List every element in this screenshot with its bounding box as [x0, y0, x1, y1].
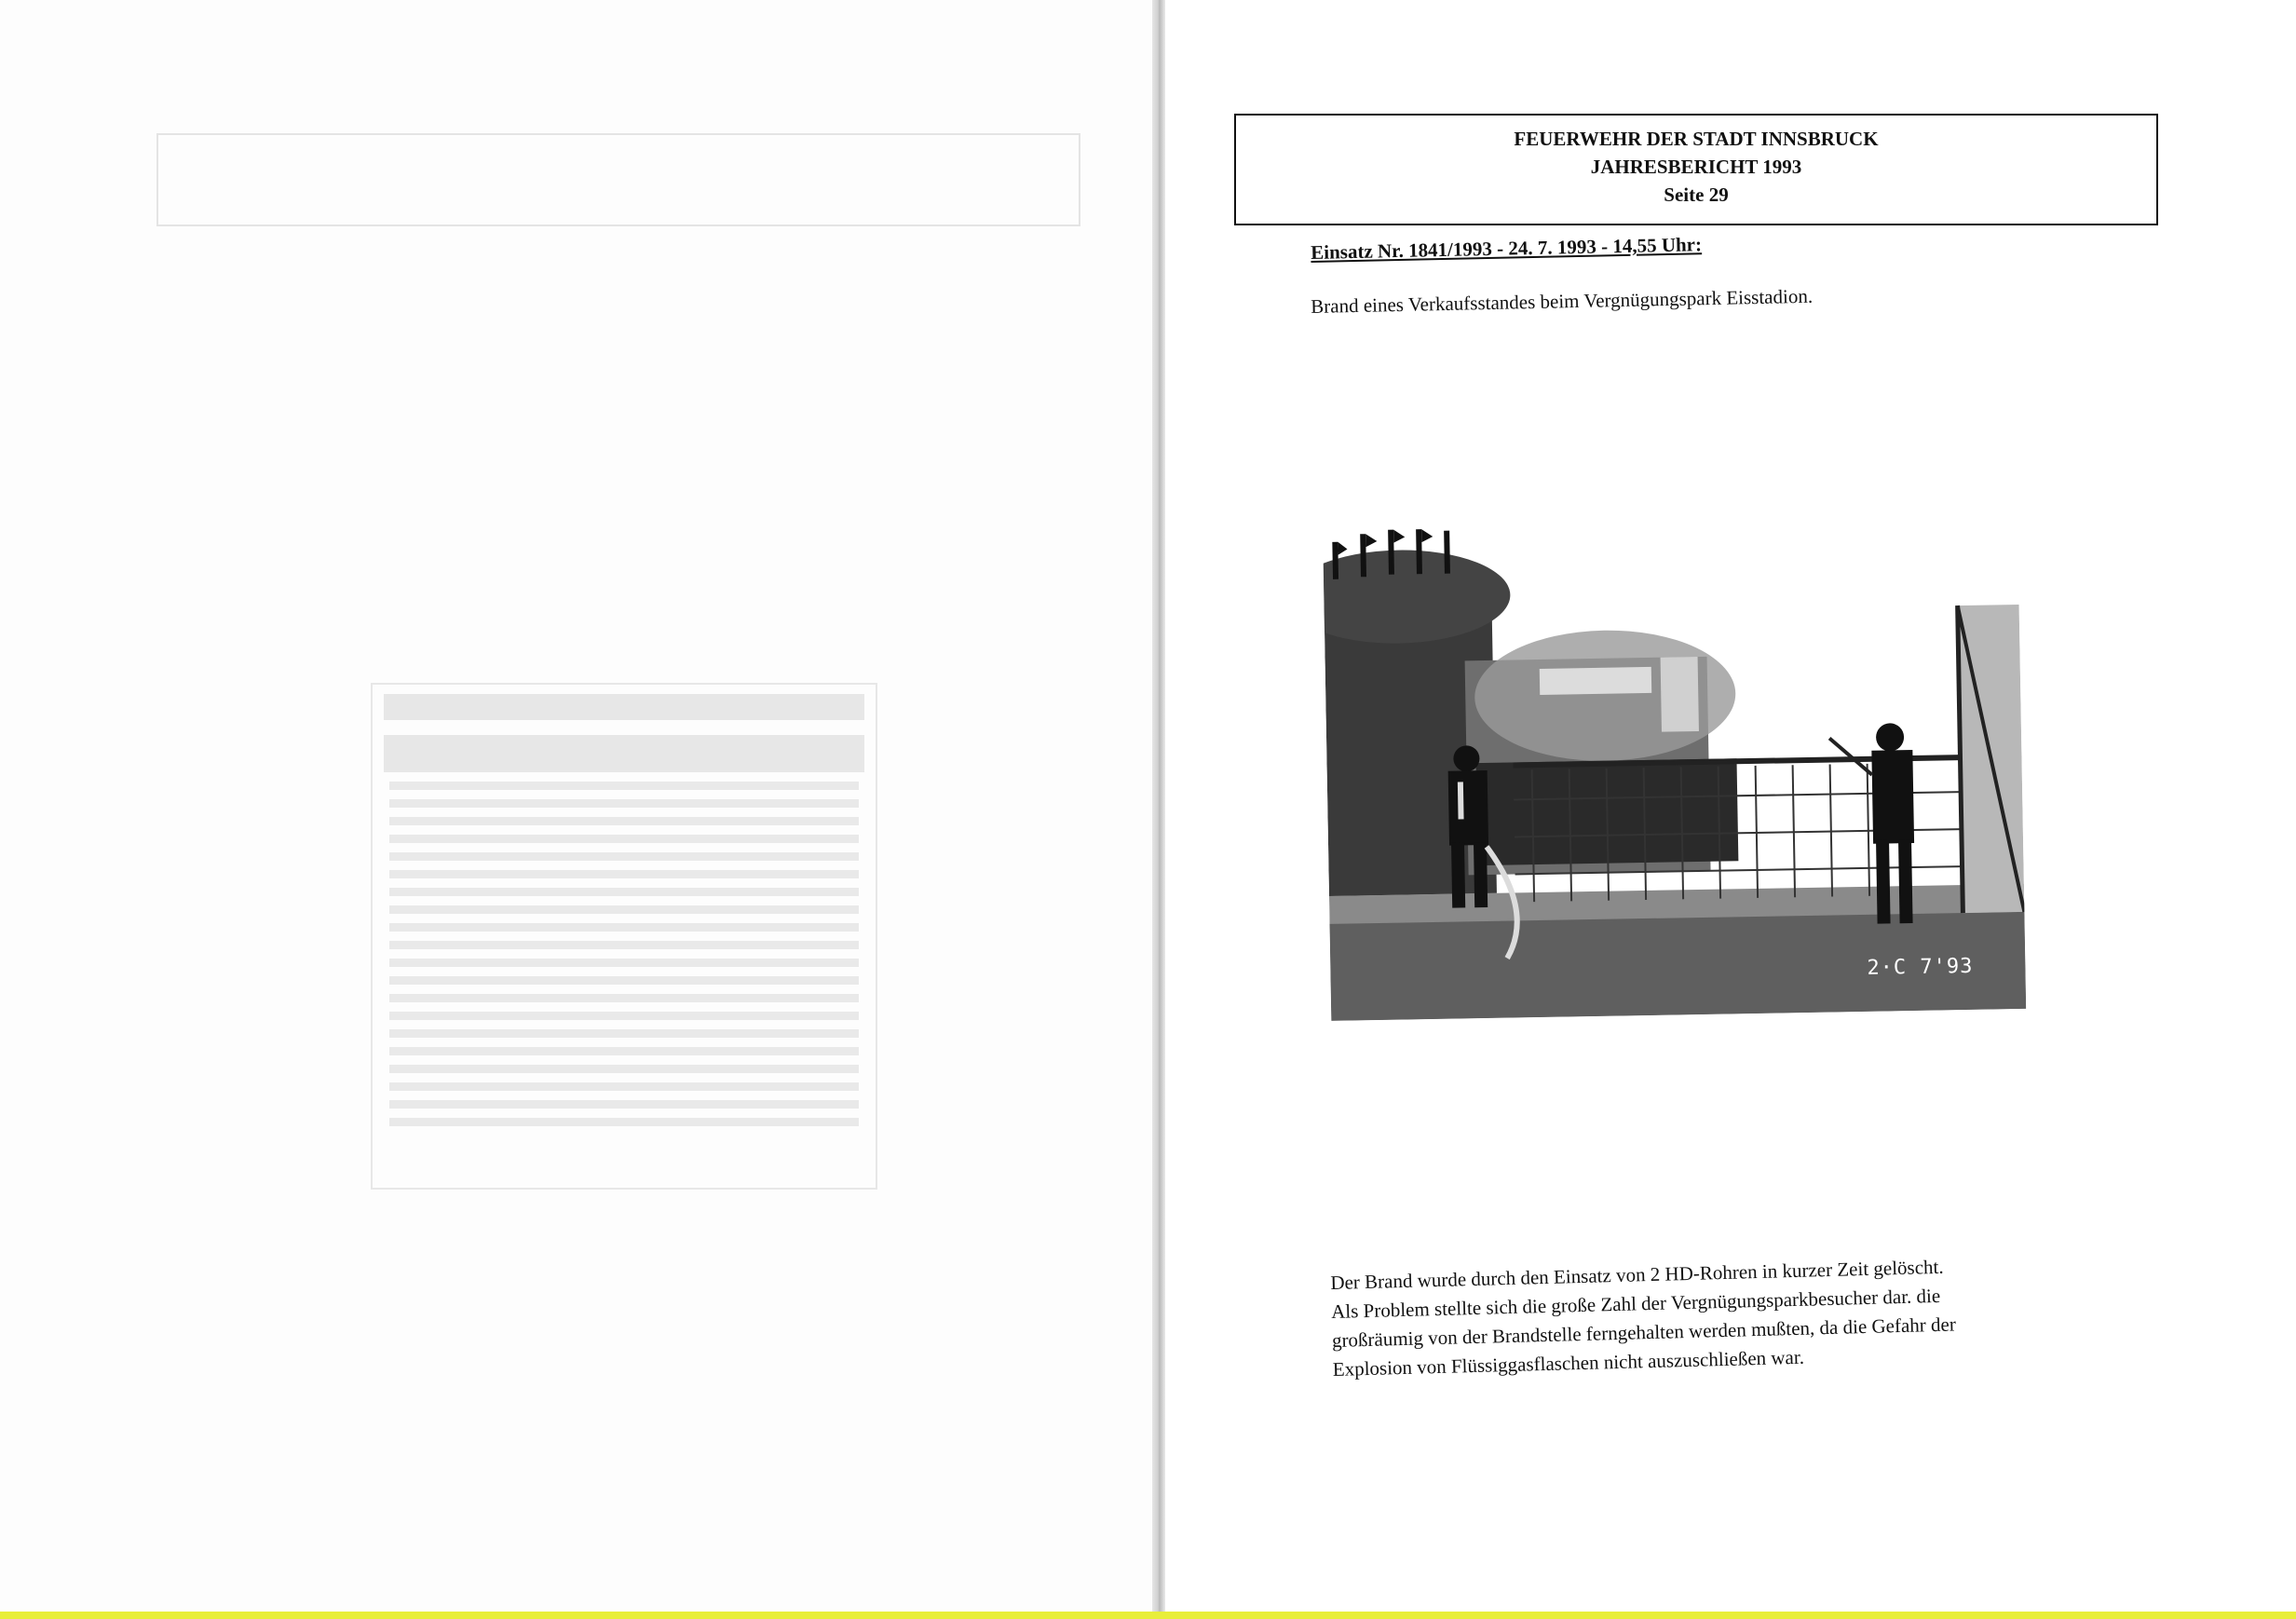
incident-description: Brand eines Verkaufsstandes beim Vergnügungspark Eisstadion. [1311, 284, 1814, 318]
incident-report-text [1330, 1249, 2078, 1384]
report-line: Als Problem stellte sich die große Zahl der Vergnügungsparkbesucher dar. die [1330, 1284, 1941, 1323]
left-page [0, 0, 1152, 1612]
fire-scene-photo-image [1323, 511, 2026, 1021]
report-line: Der Brand wurde durch den Einsatz von 2 HD-Rohren in kurzer Zeit gelöscht. [1330, 1255, 1944, 1294]
photo-date-stamp: 2·C 7'93 [1867, 954, 1974, 980]
bleed-through-clipping [371, 683, 877, 1190]
header-page-number: Seite 29 [1664, 184, 1729, 206]
scan-edge-strip [0, 1612, 2296, 1619]
page-header-box [1234, 114, 2158, 225]
header-report-title: JAHRESBERICHT 1993 [1590, 156, 1802, 178]
incident-photo [1323, 511, 2026, 1021]
bleed-through-header [156, 133, 1080, 226]
report-line: großräumig von der Brandstelle ferngehalten werden mußten, da die Gefahr der [1331, 1313, 1957, 1352]
report-line: Explosion von Flüssiggasflaschen nicht auszuschließen war. [1332, 1345, 1805, 1381]
header-organization: FEUERWEHR DER STADT INNSBRUCK [1514, 128, 1879, 150]
book-gutter [1152, 0, 1165, 1612]
incident-title: Einsatz Nr. 1841/1993 - 24. 7. 1993 - 14,55 Uhr: [1311, 233, 1703, 264]
